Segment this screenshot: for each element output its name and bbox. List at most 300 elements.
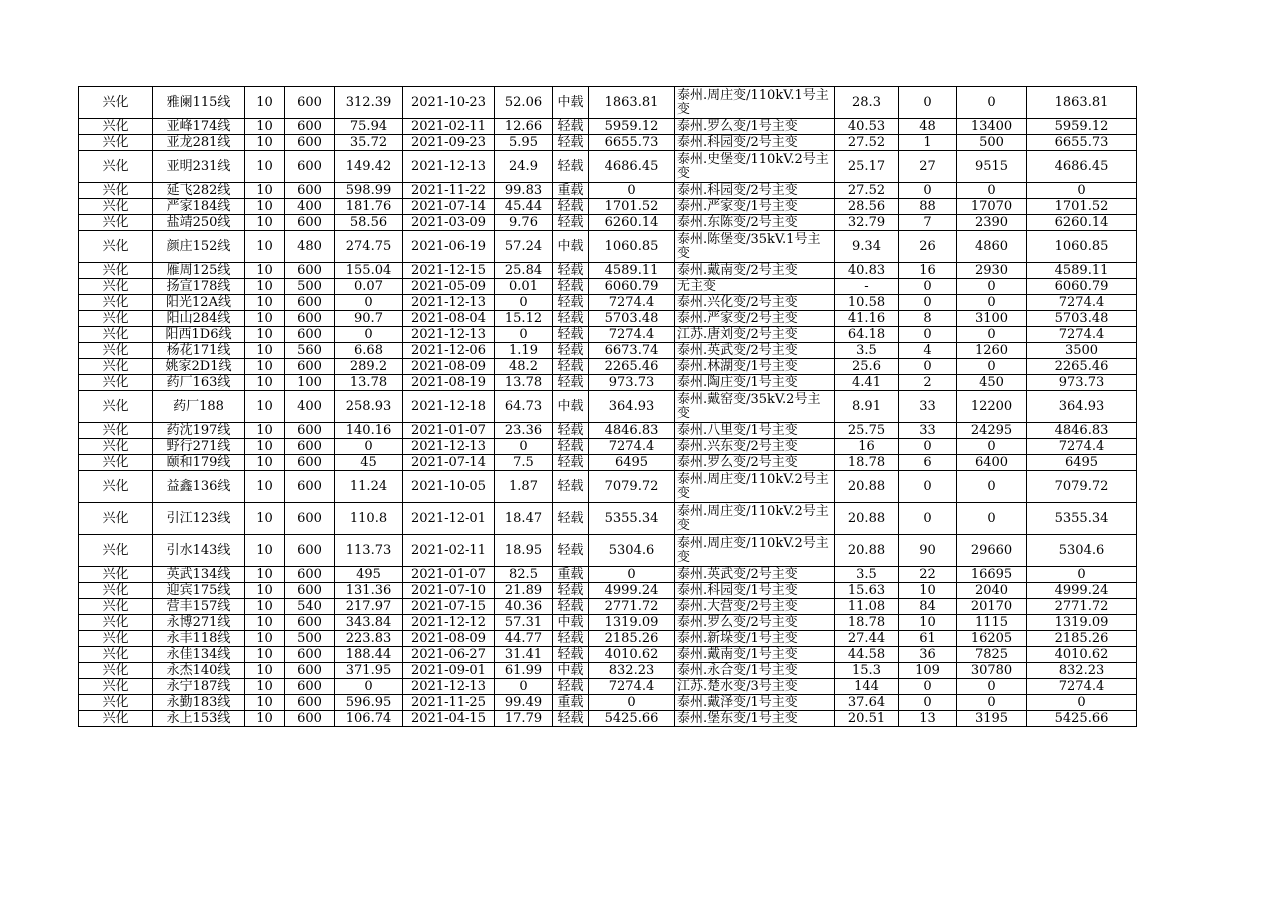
table-cell: 973.73 bbox=[589, 375, 675, 391]
table-cell: 泰州.陈堡变/35kV.1号主变 bbox=[675, 231, 835, 263]
table-cell: 600 bbox=[285, 695, 335, 711]
table-cell: 泰州.新垛变/1号主变 bbox=[675, 631, 835, 647]
table-cell: 1863.81 bbox=[1027, 87, 1137, 119]
table-cell: 0 bbox=[335, 439, 403, 455]
table-cell: 16695 bbox=[957, 567, 1027, 583]
table-cell: 2185.26 bbox=[1027, 631, 1137, 647]
table-cell: 21.89 bbox=[495, 583, 553, 599]
table-cell: 泰州.大营变/2号主变 bbox=[675, 599, 835, 615]
table-cell: 迎宾175线 bbox=[153, 583, 245, 599]
table-cell: 832.23 bbox=[589, 663, 675, 679]
table-cell: 25.17 bbox=[835, 151, 899, 183]
table-cell: 33 bbox=[899, 391, 957, 423]
table-cell: 中载 bbox=[553, 87, 589, 119]
table-cell: 26 bbox=[899, 231, 957, 263]
table-cell: 0 bbox=[957, 471, 1027, 503]
table-cell: 益鑫136线 bbox=[153, 471, 245, 503]
table-cell: 1260 bbox=[957, 343, 1027, 359]
table-cell: 44.77 bbox=[495, 631, 553, 647]
table-cell: 江苏.唐刘变/2号主变 bbox=[675, 327, 835, 343]
table-cell: 中载 bbox=[553, 231, 589, 263]
table-cell: 2021-12-13 bbox=[403, 679, 495, 695]
table-cell: 4010.62 bbox=[589, 647, 675, 663]
table-cell: 严家184线 bbox=[153, 199, 245, 215]
table-cell: 7825 bbox=[957, 647, 1027, 663]
table-row bbox=[79, 567, 1137, 583]
table-cell: 轻载 bbox=[553, 711, 589, 727]
table-cell: 轻载 bbox=[553, 583, 589, 599]
table-cell: 0 bbox=[957, 327, 1027, 343]
table-cell: 永宁187线 bbox=[153, 679, 245, 695]
table-cell: 2021-02-11 bbox=[403, 119, 495, 135]
table-cell: 600 bbox=[285, 295, 335, 311]
table-cell: 2021-11-22 bbox=[403, 183, 495, 199]
table-cell: 9515 bbox=[957, 151, 1027, 183]
table-cell: 泰州.兴化变/2号主变 bbox=[675, 295, 835, 311]
table-row bbox=[79, 119, 1137, 135]
table-cell: 1060.85 bbox=[1027, 231, 1137, 263]
table-cell: 泰州.严家变/2号主变 bbox=[675, 311, 835, 327]
table-cell: 24.9 bbox=[495, 151, 553, 183]
table-cell: 600 bbox=[285, 359, 335, 375]
table-cell: 495 bbox=[335, 567, 403, 583]
table-cell: 5703.48 bbox=[589, 311, 675, 327]
table-cell: 兴化 bbox=[79, 455, 153, 471]
table-cell: 2021-04-15 bbox=[403, 711, 495, 727]
table-cell: 4846.83 bbox=[1027, 423, 1137, 439]
table-cell: 兴化 bbox=[79, 583, 153, 599]
table-cell: 0.01 bbox=[495, 279, 553, 295]
table-cell: 0 bbox=[957, 295, 1027, 311]
table-cell: 泰州.罗么变/1号主变 bbox=[675, 119, 835, 135]
table-cell: 引江123线 bbox=[153, 503, 245, 535]
table-cell: 2021-01-07 bbox=[403, 423, 495, 439]
table-cell: 兴化 bbox=[79, 199, 153, 215]
table-cell: 2021-06-19 bbox=[403, 231, 495, 263]
table-cell: 3500 bbox=[1027, 343, 1137, 359]
table-cell: 600 bbox=[285, 423, 335, 439]
table-cell: 1863.81 bbox=[589, 87, 675, 119]
table-cell: 泰州.科园变/2号主变 bbox=[675, 183, 835, 199]
table-cell: 泰州.陶庄变/1号主变 bbox=[675, 375, 835, 391]
table-cell: 泰州.戴南变/1号主变 bbox=[675, 647, 835, 663]
table-cell: 10 bbox=[245, 231, 285, 263]
table-cell: 2021-07-10 bbox=[403, 583, 495, 599]
table-cell: 5959.12 bbox=[589, 119, 675, 135]
table-cell: 11.24 bbox=[335, 471, 403, 503]
table-cell: 7079.72 bbox=[589, 471, 675, 503]
table-cell: 阳光12A线 bbox=[153, 295, 245, 311]
table-cell: 82.5 bbox=[495, 567, 553, 583]
table-cell: 20.88 bbox=[835, 535, 899, 567]
table-cell: 泰州.罗么变/2号主变 bbox=[675, 455, 835, 471]
table-cell: 10 bbox=[245, 199, 285, 215]
table-cell: 6655.73 bbox=[589, 135, 675, 151]
table-cell: 64.73 bbox=[495, 391, 553, 423]
table-cell: 10 bbox=[245, 503, 285, 535]
table-cell: 6.68 bbox=[335, 343, 403, 359]
table-cell: 2930 bbox=[957, 263, 1027, 279]
table-cell: 600 bbox=[285, 583, 335, 599]
table-cell: 15.12 bbox=[495, 311, 553, 327]
table-cell: 10 bbox=[245, 439, 285, 455]
table-cell: 颐和179线 bbox=[153, 455, 245, 471]
table-cell: 90.7 bbox=[335, 311, 403, 327]
table-cell: 0 bbox=[899, 679, 957, 695]
table-cell: 轻载 bbox=[553, 439, 589, 455]
table-cell: 2021-08-04 bbox=[403, 311, 495, 327]
table-cell: 引水143线 bbox=[153, 535, 245, 567]
table-cell: 兴化 bbox=[79, 279, 153, 295]
table-cell: 兴化 bbox=[79, 375, 153, 391]
table-row bbox=[79, 679, 1137, 695]
table-cell: 2021-12-06 bbox=[403, 343, 495, 359]
table-cell: 45 bbox=[335, 455, 403, 471]
table-cell: 0 bbox=[495, 679, 553, 695]
table-cell: 10 bbox=[245, 423, 285, 439]
table-cell: 0 bbox=[957, 695, 1027, 711]
table-cell: 5703.48 bbox=[1027, 311, 1137, 327]
table-cell: 轻载 bbox=[553, 679, 589, 695]
table-cell: 36 bbox=[899, 647, 957, 663]
table-cell: 10 bbox=[245, 391, 285, 423]
table-cell: 泰州.堡东变/1号主变 bbox=[675, 711, 835, 727]
table-cell: 0 bbox=[957, 183, 1027, 199]
table-row bbox=[79, 711, 1137, 727]
table-cell: 2021-12-15 bbox=[403, 263, 495, 279]
table-cell: 28.3 bbox=[835, 87, 899, 119]
table-cell: 75.94 bbox=[335, 119, 403, 135]
table-cell: 188.44 bbox=[335, 647, 403, 663]
table-row bbox=[79, 631, 1137, 647]
table-cell: 10 bbox=[245, 327, 285, 343]
table-cell: 轻载 bbox=[553, 647, 589, 663]
table-cell: 0 bbox=[335, 327, 403, 343]
table-cell: 兴化 bbox=[79, 311, 153, 327]
table-cell: 10 bbox=[245, 311, 285, 327]
table-cell: 兴化 bbox=[79, 295, 153, 311]
table-cell: 轻载 bbox=[553, 279, 589, 295]
table-cell: 10 bbox=[245, 151, 285, 183]
table-cell: 9.76 bbox=[495, 215, 553, 231]
table-cell: 33 bbox=[899, 423, 957, 439]
table-cell: 400 bbox=[285, 199, 335, 215]
table-cell: 10 bbox=[245, 183, 285, 199]
table-cell: 25.75 bbox=[835, 423, 899, 439]
table-cell: 0 bbox=[899, 279, 957, 295]
table-cell: 90 bbox=[899, 535, 957, 567]
table-cell: 20170 bbox=[957, 599, 1027, 615]
table-cell: 274.75 bbox=[335, 231, 403, 263]
table-row bbox=[79, 535, 1137, 567]
table-cell: 10 bbox=[245, 679, 285, 695]
table-cell: 3195 bbox=[957, 711, 1027, 727]
table-cell: 阳山284线 bbox=[153, 311, 245, 327]
table-cell: 兴化 bbox=[79, 647, 153, 663]
table-cell: 轻载 bbox=[553, 599, 589, 615]
table-cell: 23.36 bbox=[495, 423, 553, 439]
table-row bbox=[79, 135, 1137, 151]
table-cell: 596.95 bbox=[335, 695, 403, 711]
table-cell: 泰州.科园变/2号主变 bbox=[675, 135, 835, 151]
table-row bbox=[79, 359, 1137, 375]
table-cell: 41.16 bbox=[835, 311, 899, 327]
table-cell: 兴化 bbox=[79, 263, 153, 279]
table-cell: 5.95 bbox=[495, 135, 553, 151]
table-cell: 兴化 bbox=[79, 679, 153, 695]
table-cell: 289.2 bbox=[335, 359, 403, 375]
table-cell: 兴化 bbox=[79, 359, 153, 375]
table-cell: 0 bbox=[1027, 567, 1137, 583]
table-cell: 6260.14 bbox=[589, 215, 675, 231]
table-cell: 颜庄152线 bbox=[153, 231, 245, 263]
table-cell: 兴化 bbox=[79, 119, 153, 135]
table-cell: 2265.46 bbox=[589, 359, 675, 375]
table-cell: 181.76 bbox=[335, 199, 403, 215]
table-cell: 兴化 bbox=[79, 631, 153, 647]
table-cell: 88 bbox=[899, 199, 957, 215]
table-cell: 10 bbox=[245, 119, 285, 135]
table-cell: 18.78 bbox=[835, 455, 899, 471]
table-cell: 姚家2D1线 bbox=[153, 359, 245, 375]
table-cell: 7274.4 bbox=[589, 439, 675, 455]
table-cell: 0 bbox=[957, 359, 1027, 375]
table-cell: 48.2 bbox=[495, 359, 553, 375]
table-cell: 600 bbox=[285, 471, 335, 503]
table-cell: 雅阑115线 bbox=[153, 87, 245, 119]
table-cell: 28.56 bbox=[835, 199, 899, 215]
table-cell: 6 bbox=[899, 455, 957, 471]
table-cell: 20.51 bbox=[835, 711, 899, 727]
table-cell: 99.49 bbox=[495, 695, 553, 711]
table-cell: 4860 bbox=[957, 231, 1027, 263]
table-cell: 4686.45 bbox=[589, 151, 675, 183]
table-cell: 832.23 bbox=[1027, 663, 1137, 679]
table-row bbox=[79, 151, 1137, 183]
table-cell: 5959.12 bbox=[1027, 119, 1137, 135]
table-cell: 17.79 bbox=[495, 711, 553, 727]
table-cell: 轻载 bbox=[553, 375, 589, 391]
table-cell: 37.64 bbox=[835, 695, 899, 711]
table-cell: 58.56 bbox=[335, 215, 403, 231]
table-cell: 中载 bbox=[553, 663, 589, 679]
table-cell: 7274.4 bbox=[589, 327, 675, 343]
table-cell: 2040 bbox=[957, 583, 1027, 599]
table-cell: 兴化 bbox=[79, 231, 153, 263]
table-cell: 2021-08-09 bbox=[403, 631, 495, 647]
table-cell: 泰州.兴东变/2号主变 bbox=[675, 439, 835, 455]
table-cell: 11.08 bbox=[835, 599, 899, 615]
table-cell: 中载 bbox=[553, 391, 589, 423]
table-cell: 6260.14 bbox=[1027, 215, 1137, 231]
table-cell: 10 bbox=[245, 87, 285, 119]
table-cell: 10 bbox=[245, 471, 285, 503]
table-cell: 0 bbox=[899, 439, 957, 455]
table-cell: 0 bbox=[1027, 695, 1137, 711]
table-cell: 600 bbox=[285, 679, 335, 695]
table-cell: 1060.85 bbox=[589, 231, 675, 263]
table-cell: 10 bbox=[245, 615, 285, 631]
table-row bbox=[79, 471, 1137, 503]
table-cell: 盐靖250线 bbox=[153, 215, 245, 231]
table-cell: 1115 bbox=[957, 615, 1027, 631]
table-cell: 扬宣178线 bbox=[153, 279, 245, 295]
table-cell: 10 bbox=[245, 695, 285, 711]
table-cell: 600 bbox=[285, 119, 335, 135]
table-row bbox=[79, 199, 1137, 215]
table-cell: 泰州.东陈变/2号主变 bbox=[675, 215, 835, 231]
table-cell: 2021-03-09 bbox=[403, 215, 495, 231]
table-cell: 5304.6 bbox=[1027, 535, 1137, 567]
table-cell: 4686.45 bbox=[1027, 151, 1137, 183]
table-cell: 2771.72 bbox=[589, 599, 675, 615]
table-cell: 泰州.永合变/1号主变 bbox=[675, 663, 835, 679]
table-cell: 29660 bbox=[957, 535, 1027, 567]
table-row bbox=[79, 647, 1137, 663]
table-cell: 10 bbox=[245, 647, 285, 663]
table-cell: 0 bbox=[957, 679, 1027, 695]
table-cell: 22 bbox=[899, 567, 957, 583]
table-cell: 16205 bbox=[957, 631, 1027, 647]
table-row bbox=[79, 423, 1137, 439]
table-cell: 27 bbox=[899, 151, 957, 183]
table-cell: 20.88 bbox=[835, 471, 899, 503]
table-cell: 0 bbox=[495, 439, 553, 455]
table-cell: 轻载 bbox=[553, 135, 589, 151]
table-cell: 600 bbox=[285, 311, 335, 327]
table-cell: 轻载 bbox=[553, 215, 589, 231]
table-cell: 2021-07-15 bbox=[403, 599, 495, 615]
table-cell: 2 bbox=[899, 375, 957, 391]
table-cell: 英武134线 bbox=[153, 567, 245, 583]
table-cell: 轻载 bbox=[553, 503, 589, 535]
table-cell: 轻载 bbox=[553, 423, 589, 439]
table-cell: 4010.62 bbox=[1027, 647, 1137, 663]
table-cell: 7274.4 bbox=[589, 679, 675, 695]
table-cell: 药沈197线 bbox=[153, 423, 245, 439]
table-cell: 84 bbox=[899, 599, 957, 615]
table-cell: 阳西1D6线 bbox=[153, 327, 245, 343]
table-cell: 6060.79 bbox=[589, 279, 675, 295]
table-cell: 2021-07-14 bbox=[403, 199, 495, 215]
table-cell: 2021-11-25 bbox=[403, 695, 495, 711]
table-cell: 1.87 bbox=[495, 471, 553, 503]
table-cell: 2021-10-05 bbox=[403, 471, 495, 503]
table-cell: 131.36 bbox=[335, 583, 403, 599]
table-cell: 泰州.戴窑变/35kV.2号主变 bbox=[675, 391, 835, 423]
table-cell: 0 bbox=[899, 327, 957, 343]
table-cell: 永上153线 bbox=[153, 711, 245, 727]
table-cell: 轻载 bbox=[553, 359, 589, 375]
table-cell: 10 bbox=[245, 375, 285, 391]
table-cell: 1701.52 bbox=[1027, 199, 1137, 215]
table-cell: 10 bbox=[245, 711, 285, 727]
table-cell: 10 bbox=[245, 215, 285, 231]
table-cell: 2021-12-18 bbox=[403, 391, 495, 423]
table-cell: 40.53 bbox=[835, 119, 899, 135]
table-cell: 延飞282线 bbox=[153, 183, 245, 199]
table-cell: 野行271线 bbox=[153, 439, 245, 455]
table-cell: 4 bbox=[899, 343, 957, 359]
table-cell: 600 bbox=[285, 439, 335, 455]
table-cell: 泰州.戴泽变/1号主变 bbox=[675, 695, 835, 711]
table-cell: 0 bbox=[899, 695, 957, 711]
table-cell: 永博271线 bbox=[153, 615, 245, 631]
table-cell: 140.16 bbox=[335, 423, 403, 439]
table-cell: 7 bbox=[899, 215, 957, 231]
table-cell: 6060.79 bbox=[1027, 279, 1137, 295]
table-cell: 5304.6 bbox=[589, 535, 675, 567]
table-cell: 轻载 bbox=[553, 471, 589, 503]
table-cell: 轻载 bbox=[553, 119, 589, 135]
table-cell: 1 bbox=[899, 135, 957, 151]
table-cell: 31.41 bbox=[495, 647, 553, 663]
table-cell: 兴化 bbox=[79, 327, 153, 343]
table-cell: 泰州.严家变/1号主变 bbox=[675, 199, 835, 215]
table-cell: 10 bbox=[245, 583, 285, 599]
table-cell: 13400 bbox=[957, 119, 1027, 135]
table-cell: 8 bbox=[899, 311, 957, 327]
table-cell: 598.99 bbox=[335, 183, 403, 199]
table-cell: 10 bbox=[245, 295, 285, 311]
table-row bbox=[79, 327, 1137, 343]
table-cell: 0 bbox=[495, 295, 553, 311]
table-cell: 药厂188 bbox=[153, 391, 245, 423]
table-row bbox=[79, 599, 1137, 615]
table-cell: 5425.66 bbox=[1027, 711, 1137, 727]
table-cell: 600 bbox=[285, 327, 335, 343]
table-cell: 泰州.史堡变/110kV.2号主变 bbox=[675, 151, 835, 183]
table-cell: 1319.09 bbox=[589, 615, 675, 631]
table-cell: 18.47 bbox=[495, 503, 553, 535]
table-cell: 27.52 bbox=[835, 183, 899, 199]
table-cell: 泰州.科园变/1号主变 bbox=[675, 583, 835, 599]
table-cell: 600 bbox=[285, 263, 335, 279]
table-cell: 4846.83 bbox=[589, 423, 675, 439]
table-cell: 2771.72 bbox=[1027, 599, 1137, 615]
table-cell: 轻载 bbox=[553, 631, 589, 647]
table-cell: 2021-05-09 bbox=[403, 279, 495, 295]
table-cell: 营丰157线 bbox=[153, 599, 245, 615]
table-cell: 2021-12-13 bbox=[403, 151, 495, 183]
table-cell: - bbox=[835, 279, 899, 295]
table-cell: 15.63 bbox=[835, 583, 899, 599]
table-cell: 7.5 bbox=[495, 455, 553, 471]
table-cell: 6495 bbox=[589, 455, 675, 471]
table-cell: 600 bbox=[285, 151, 335, 183]
table-cell: 0 bbox=[957, 87, 1027, 119]
table-cell: 48 bbox=[899, 119, 957, 135]
table-cell: 0 bbox=[899, 183, 957, 199]
table-row bbox=[79, 663, 1137, 679]
table-cell: 6655.73 bbox=[1027, 135, 1137, 151]
table-cell: 4.41 bbox=[835, 375, 899, 391]
table-cell: 24295 bbox=[957, 423, 1027, 439]
table-row bbox=[79, 503, 1137, 535]
table-cell: 16 bbox=[835, 439, 899, 455]
table-cell: 17070 bbox=[957, 199, 1027, 215]
table-cell: 杨花171线 bbox=[153, 343, 245, 359]
table-cell: 2021-01-07 bbox=[403, 567, 495, 583]
table-cell: 兴化 bbox=[79, 503, 153, 535]
table-cell: 13.78 bbox=[335, 375, 403, 391]
table-row bbox=[79, 615, 1137, 631]
table-cell: 44.58 bbox=[835, 647, 899, 663]
table-cell: 2021-06-27 bbox=[403, 647, 495, 663]
table-cell: 16 bbox=[899, 263, 957, 279]
table-cell: 10 bbox=[899, 615, 957, 631]
table-cell: 10 bbox=[245, 263, 285, 279]
